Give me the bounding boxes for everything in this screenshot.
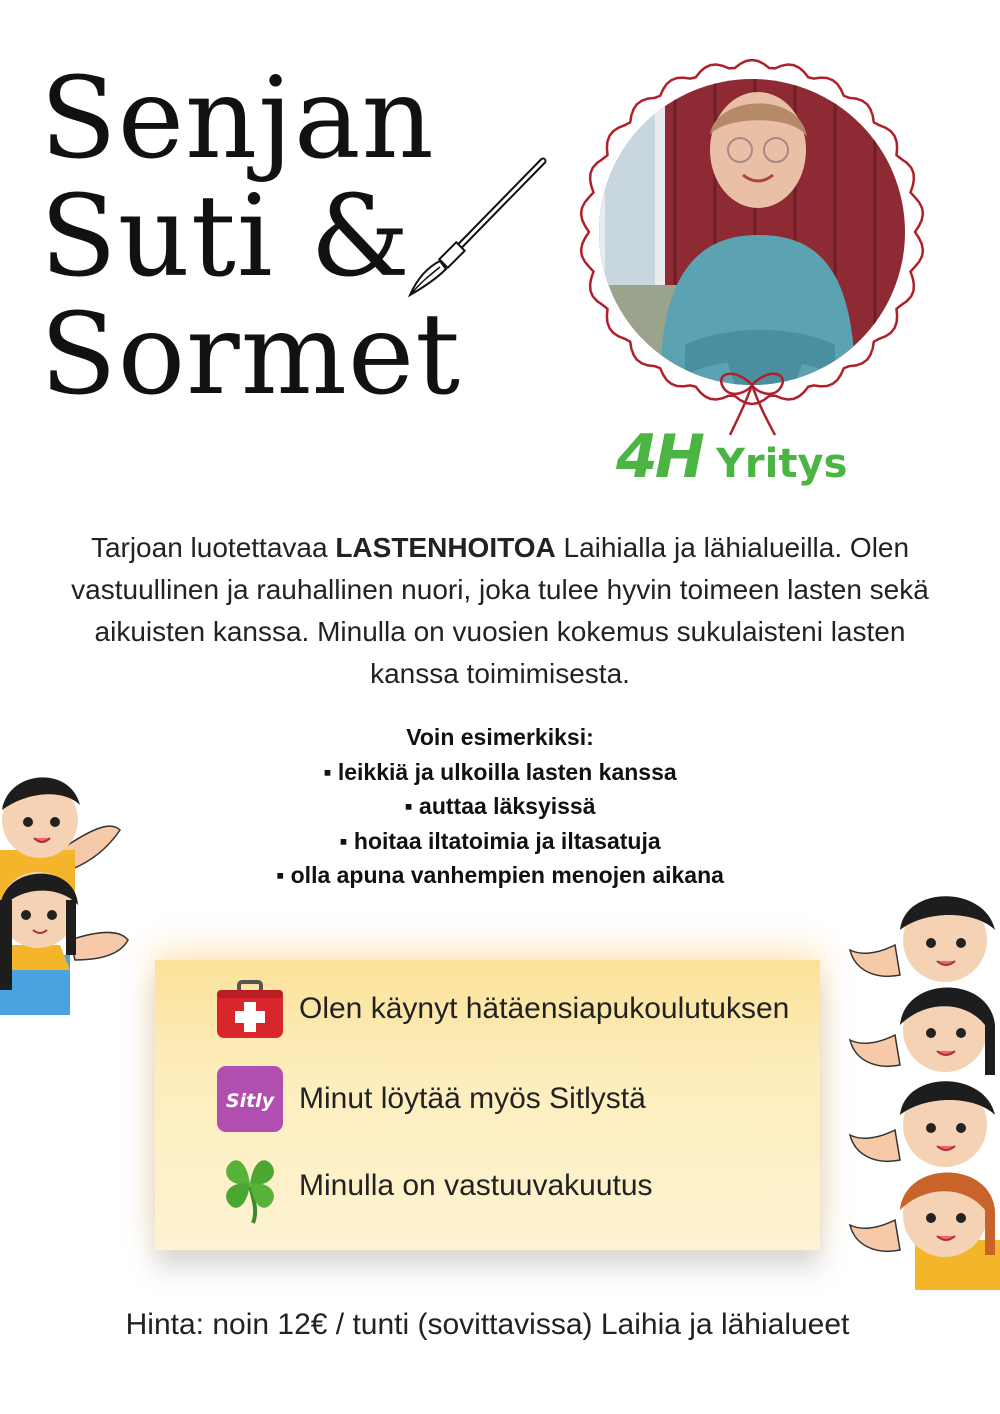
- title-line-2: Suti &: [40, 172, 411, 302]
- feature-label: Minut löytää myös Sitlystä: [299, 1082, 646, 1115]
- list-item: ▪ leikkiä ja ulkoilla lasten kanssa: [150, 755, 850, 790]
- list-item: ▪ auttaa läksyissä: [150, 789, 850, 824]
- features-card: [155, 960, 820, 1250]
- examples-heading: Voin esimerkiksi:: [406, 724, 594, 750]
- feature-label: Olen käynyt hätäensiapukoulutuksen: [299, 992, 790, 1025]
- price-line: Hinta: noin 12€ / tunti (sovittavissa) Laihia ja lähialueet: [125, 1308, 850, 1341]
- title-line-3: Sormet: [40, 290, 462, 420]
- intro-paragraph: [60, 527, 940, 695]
- portrait-photo: [565, 55, 955, 455]
- children-illustration-left: [0, 770, 135, 1015]
- four-leaf-clover-icon: [215, 1155, 285, 1217]
- 4h-yritys-logo: [616, 420, 847, 490]
- intro-highlight: LASTENHOITOA: [335, 532, 556, 563]
- 4h-logo-mark: 4H: [616, 422, 702, 492]
- feature-sitly: [215, 1068, 646, 1130]
- first-aid-kit-icon: [215, 978, 285, 1040]
- feature-first-aid: [215, 978, 789, 1040]
- sitly-app-icon: [215, 1068, 285, 1130]
- feature-label: Minulla on vastuuvakuutus: [299, 1169, 653, 1202]
- examples-section: [150, 720, 850, 893]
- intro-text-start: Tarjoan luotettavaa: [90, 532, 336, 563]
- 4h-logo-word: Yritys: [715, 441, 848, 487]
- list-item: ▪ hoitaa iltatoimia ja iltasatuja: [150, 824, 850, 859]
- intro-text-rest: Laihialla ja lähialueilla. Olen vastuullinen ja rauhallinen nuori, joka tulee hyvin toimeen lasten sekä aikuisten kanssa. Minulla on vuosien kokemus sukulaisteni lasten kanssa toimimisesta.: [71, 532, 929, 689]
- title-line-1: Senjan: [40, 54, 435, 184]
- sitly-badge-text: Sitly: [225, 1090, 275, 1112]
- paintbrush-icon: [400, 155, 550, 305]
- feature-insurance: [215, 1155, 653, 1217]
- children-illustration-right: [845, 885, 1000, 1290]
- list-item: ▪ olla apuna vanhempien menojen aikana: [150, 858, 850, 893]
- page-title: [40, 54, 462, 420]
